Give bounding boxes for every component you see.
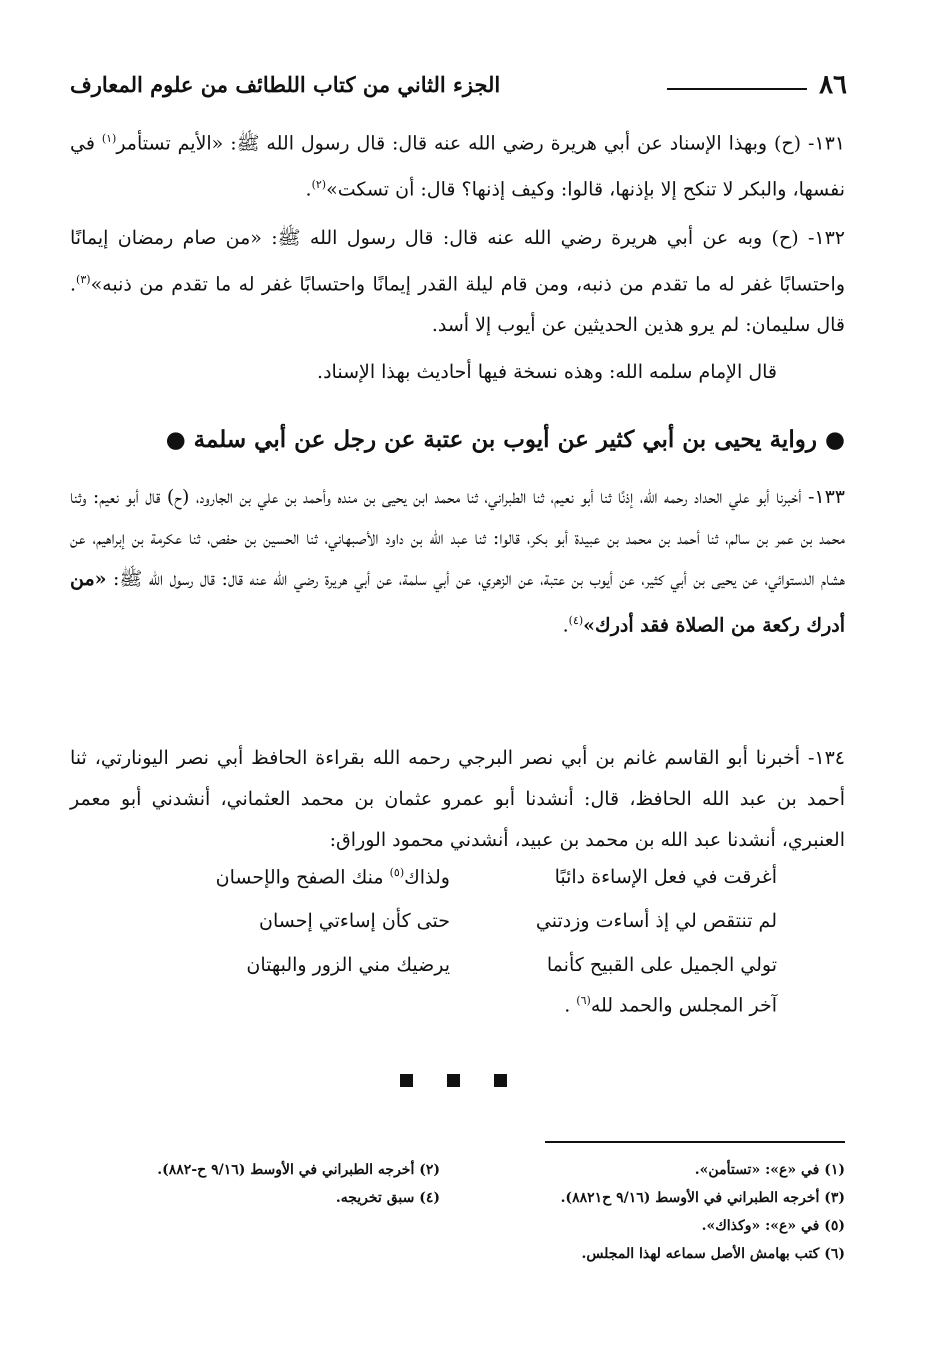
hadith-131-end: . xyxy=(305,178,312,201)
section-separator xyxy=(400,1074,510,1088)
hemistich-text-cont: منك الصفح والإحسان xyxy=(215,866,390,889)
hadith-134-text: ١٣٤- أخبرنا أبو القاسم غانم بن أبي نصر البرجي رحمه الله بقراءة الحافظ أبي نصر اليونارتي، ثنا أحمد بن عبد الله الحافظ، قال: أنشدنا أبو عمرو عثمان بن محمد العثماني، أنشدني أبو معمر العنبري، أنشدنا عبد الله بن محمد بن عبيد، أنشدني محمود الوراق: xyxy=(70,747,845,851)
footnotes-column-right xyxy=(475,1156,845,1268)
verse-second-hemistich: يرضيك مني الزور والبهتان xyxy=(246,954,450,976)
footnote: (٣) أخرجه الطبراني في الأوسط (٩/١٦ ح٨٨٢١). xyxy=(560,1190,845,1206)
verse-first-hemistich: تولي الجميل على القبيح كأنما xyxy=(546,954,777,976)
footnote: (١) في «ع»: «تستأمن». xyxy=(694,1162,845,1178)
poem xyxy=(120,860,777,992)
hemistich-text: ولذاك xyxy=(404,866,450,889)
footnote-ref-5: (٥) xyxy=(389,866,405,879)
header-title: الجزء الثاني من كتاب اللطائف من علوم المعارف xyxy=(70,72,501,97)
section-heading: ● رواية يحيى بن أبي كثير عن أيوب بن عتبة عن رجل عن أبي سلمة ● xyxy=(165,426,845,453)
hadith-134 xyxy=(70,738,845,861)
footnote: (٢) أخرجه الطبراني في الأوسط (٩/١٦ ح-٨٨٢). xyxy=(157,1162,440,1178)
verse-second-hemistich: حتى كأن إساءتي إحسان xyxy=(259,910,450,932)
footnote-ref-3: (٣) xyxy=(76,273,91,286)
verse-second-hemistich xyxy=(120,866,450,888)
footnote-ref-1: (١) xyxy=(101,132,117,145)
verse-first-hemistich: أغرقت في فعل الإساءة دائبًا xyxy=(554,866,777,888)
running-header xyxy=(70,68,847,108)
poem-verse xyxy=(120,860,777,904)
hadith-131-text: ١٣١- (ح) وبهذا الإسناد عن أبي هريرة رضي الله عنه قال: قال رسول الله ﷺ: «الأيم تستأمر xyxy=(116,132,845,155)
footnotes-column-left xyxy=(70,1156,440,1212)
poem-verse xyxy=(120,948,777,992)
hadith-131 xyxy=(70,118,845,211)
verse-first-hemistich: لم تنتقص لي إذ أساءت وزدتني xyxy=(535,910,777,932)
hadith-132-text: ١٣٢- (ح) وبه عن أبي هريرة رضي الله عنه قال: قال رسول الله ﷺ: «من صام رمضان إيمانًا واحتسابًا غفر له ما تقدم من ذنبه، ومن قام ليلة القدر إيمانًا واحتسابًا غفر له ما تقدم من ذنبه» xyxy=(70,227,845,296)
imam-note: قال الإمام سلمه الله: وهذه نسخة فيها أحاديث بهذا الإسناد. xyxy=(317,361,777,383)
hadith-132-text-cont: . قال سليمان: لم يرو هذين الحديثين عن أيوب إلا أسد. xyxy=(70,273,845,337)
header-rule xyxy=(667,88,807,90)
separator-square xyxy=(447,1074,460,1087)
hadith-133 xyxy=(70,477,845,646)
hadith-131-text-cont: في نفسها، والبكر لا تنكح إلا بإذنها، قالوا: وكيف إذنها؟ قال: أن تسكت» xyxy=(70,132,845,201)
hadith-133-end: . xyxy=(562,614,569,637)
separator-square xyxy=(400,1074,413,1087)
closing-line xyxy=(564,994,777,1016)
closing-text: آخر المجلس والحمد لله xyxy=(590,994,777,1017)
footnote: (٦) كتب بهامش الأصل سماعه لهذا المجلس. xyxy=(581,1246,845,1262)
footnote: (٥) في «ع»: «وكذاك». xyxy=(701,1218,845,1234)
hadith-132 xyxy=(70,218,845,346)
hadith-133-text: ١٣٣- أخبرنا أبو علي الحداد رحمه الله، إذنًا ثنا أبو نعيم، ثنا الطبراني، ثنا محمد ابن يحيى بن منده وأحمد بن علي بن الجارود، (ح) قال أبو نعيم: وثنا محمد بن عمر بن سالم، ثنا أحمد بن محمد بن عبيدة أبو بكر، قالوا: ثنا عبد الله بن داود الأصبهاني، ثنا الحسين بن حفص، ثنا عكرمة بن إبراهيم، عن هشام الدستوائي، عن يحيى بن أبي كثير، عن أيوب بن عتبة، عن الزهري، عن أبي سلمة، عن أبي هريرة رضي الله عنه قال: قال رسول الله ﷺ: xyxy=(70,486,845,590)
separator-square xyxy=(494,1074,507,1087)
poem-verse xyxy=(120,904,777,948)
footnote-rule xyxy=(545,1141,845,1143)
footnote-ref-4: (٤) xyxy=(568,614,584,627)
footnote: (٤) سبق تخريجه. xyxy=(335,1190,440,1206)
page-number: ٨٦ xyxy=(819,70,847,100)
closing-end: . xyxy=(564,994,571,1017)
footnote-ref-2: (٢) xyxy=(311,178,327,192)
hadith-133-quote: «من أدرك ركعة من الصلاة فقد أدرك» xyxy=(70,568,845,637)
footnote-ref-6: (٦) xyxy=(576,994,591,1007)
